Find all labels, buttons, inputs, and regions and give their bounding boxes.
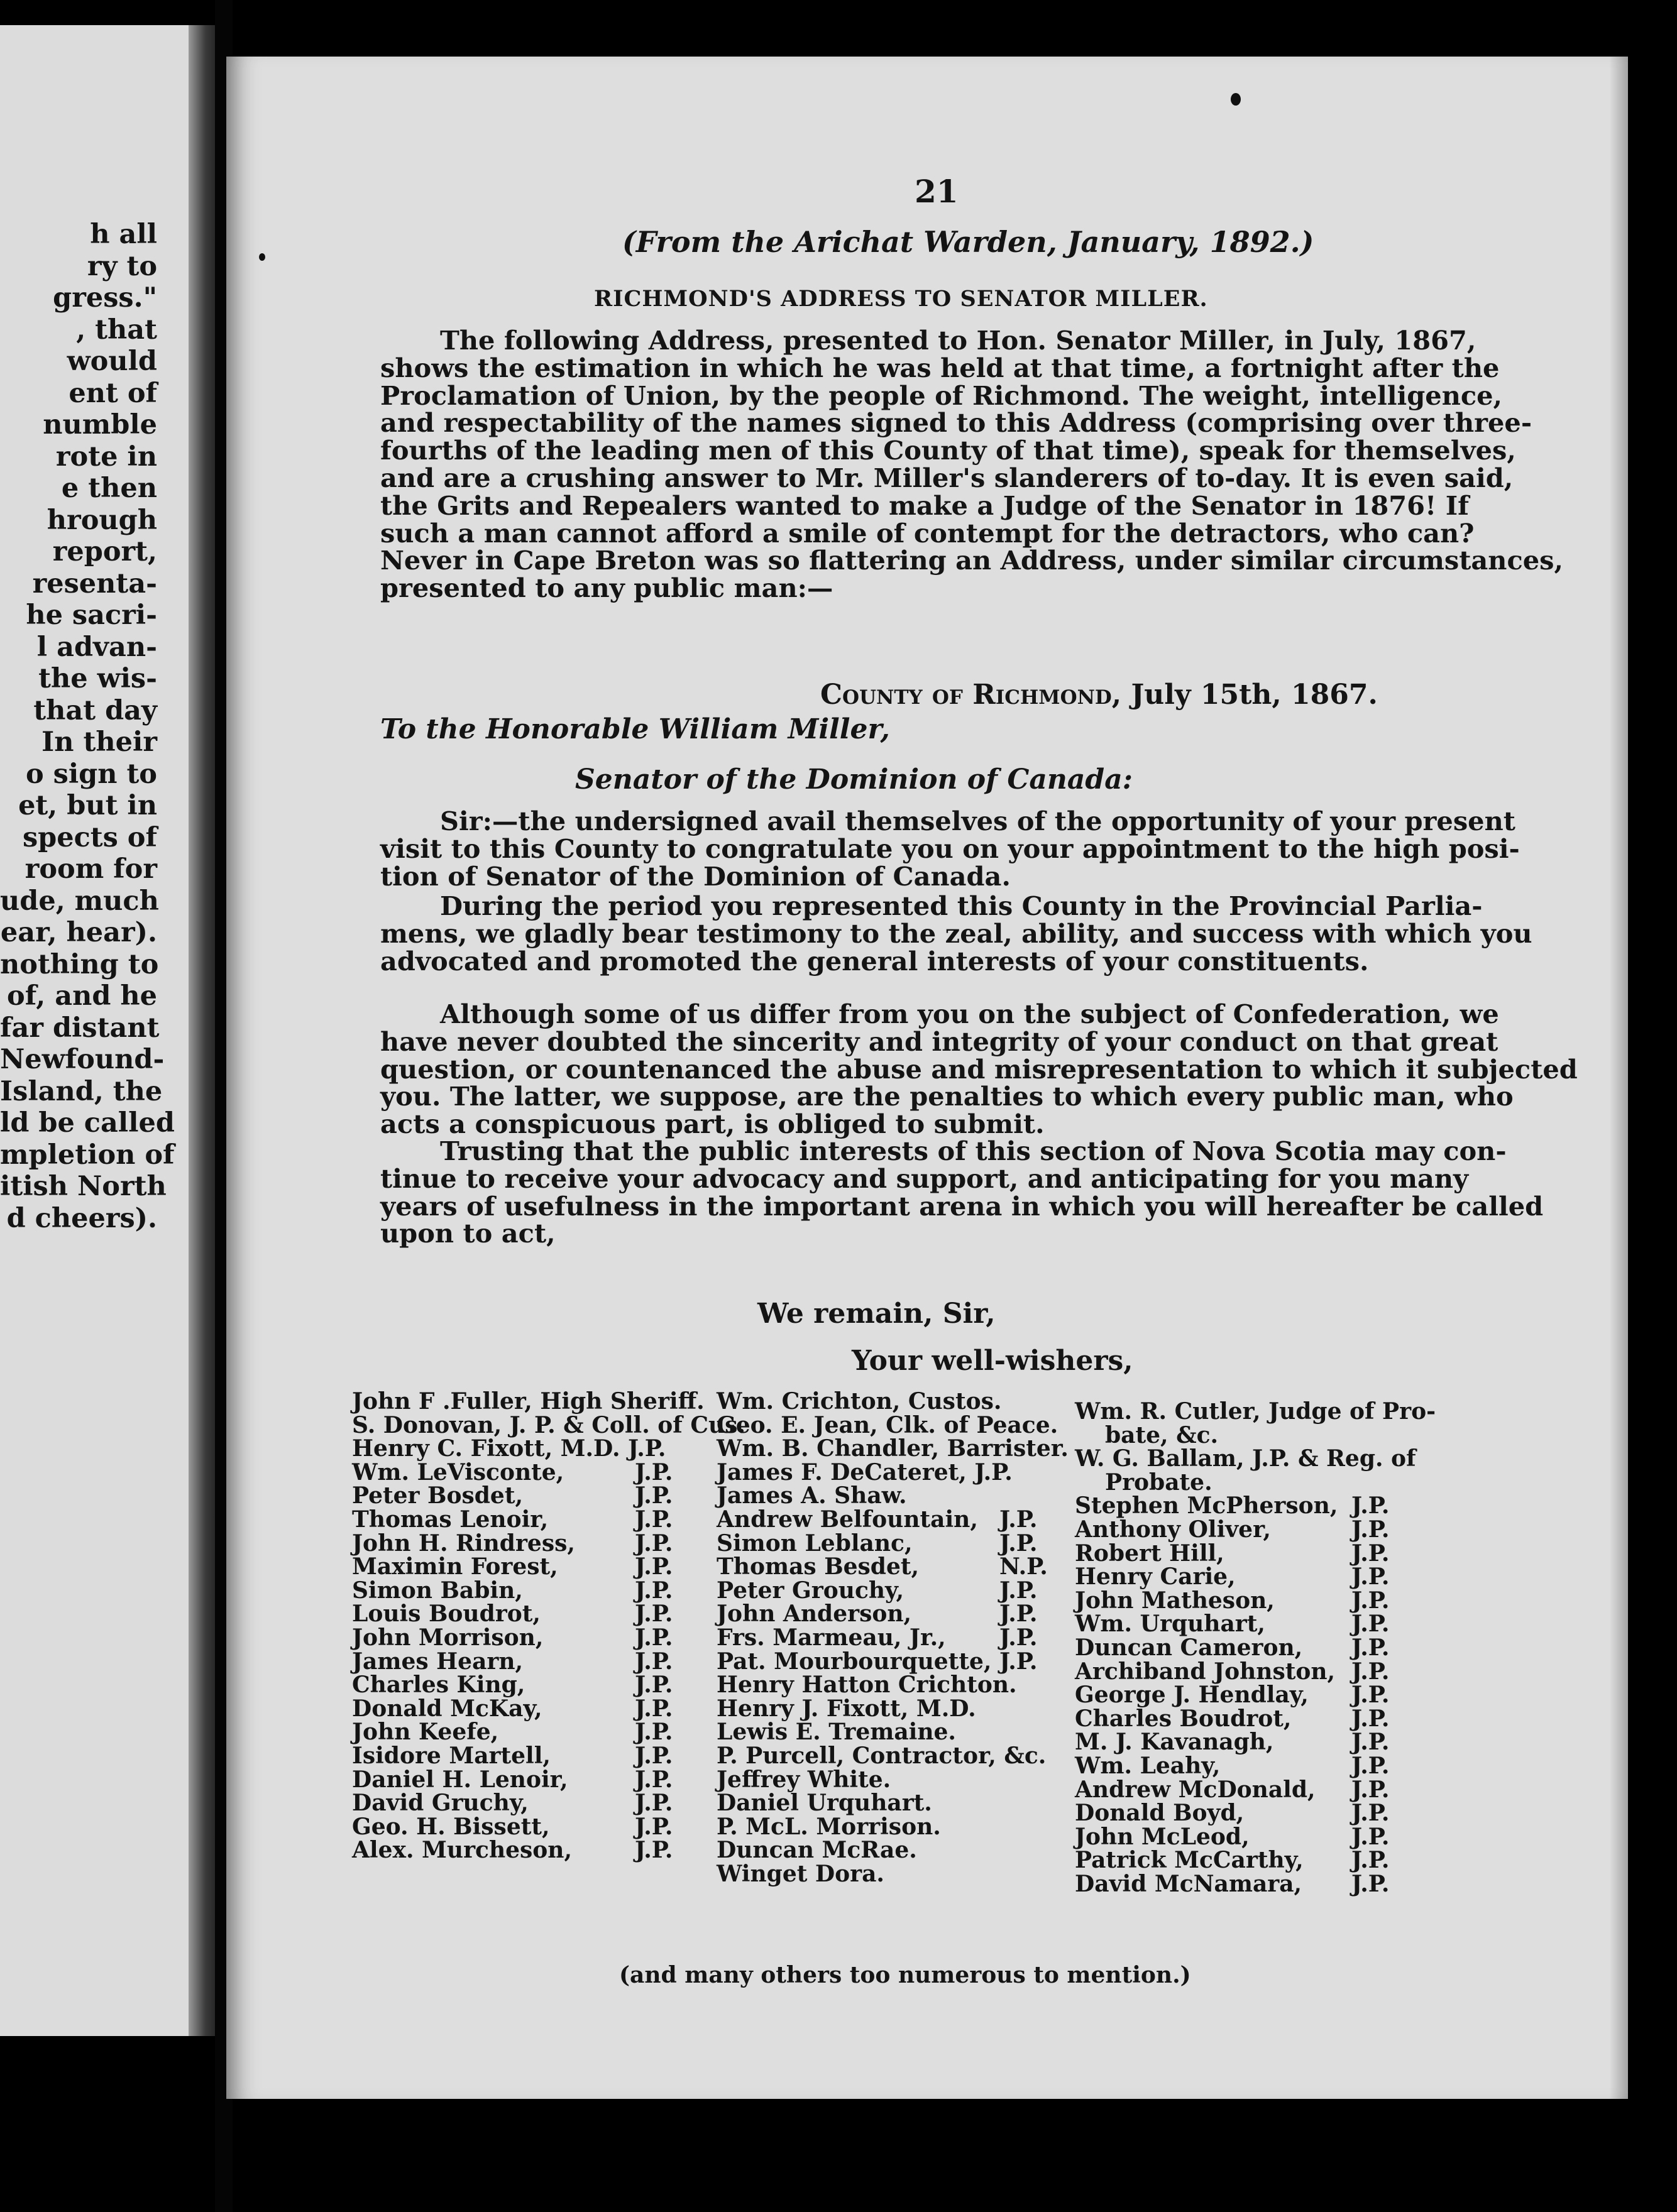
letter-dateline [820, 679, 1378, 711]
signatory-title: J.P. [635, 1577, 673, 1604]
signature-entry [717, 1508, 1069, 1532]
signatory-name: Patrick McCarthy, [1075, 1847, 1304, 1874]
signature-entry [717, 1768, 1069, 1792]
text-line: During the period you represented this County in the Provincial Parlia- [440, 890, 1483, 921]
signatory-name: Maximin Forest, [352, 1553, 558, 1580]
letter-paragraph-4 [380, 1136, 1544, 1249]
signature-entry [1075, 1565, 1452, 1589]
signatory-title: J.P. [635, 1719, 673, 1746]
signatory-title: J.P. [635, 1742, 673, 1769]
signature-entry [717, 1461, 1069, 1485]
left-page-line: rote in [55, 441, 157, 473]
signatory-name: Wm. LeVisconte, [352, 1459, 564, 1486]
signatory-name: bate, &c. [1105, 1421, 1219, 1448]
signature-entry [352, 1744, 704, 1768]
signatory-title: J.P. [1351, 1492, 1390, 1519]
signatory-title: J.P. [1351, 1752, 1390, 1779]
signature-entry [1075, 1542, 1452, 1566]
signatory-name: Donald Boyd, [1075, 1800, 1245, 1827]
signatory-name: Wm. Crichton, Custos. [717, 1388, 1002, 1415]
signatory-name: Archiband Johnston, [1075, 1658, 1336, 1685]
left-page-line: et, but in [18, 790, 157, 821]
signatory-title: J.P. [635, 1695, 673, 1722]
signature-entry [352, 1411, 745, 1438]
signature-entry [717, 1437, 1069, 1461]
signatory-title: J.P. [999, 1506, 1038, 1533]
signatures-column-1 [352, 1388, 745, 1864]
signature-entry [1075, 1802, 1452, 1826]
signatory-name: Frs. Marmeau, Jr., [717, 1624, 946, 1651]
signatory-name: Daniel Urquhart. [717, 1790, 932, 1817]
signatory-title: J.P. [1351, 1682, 1390, 1709]
signatory-title: J.P. [999, 1648, 1038, 1675]
signatory-name: Anthony Oliver, [1075, 1516, 1271, 1543]
signatory-title: J.P. [1351, 1658, 1390, 1685]
signatory-name: John H. Rindress, [352, 1530, 575, 1557]
source-citation: (From the Arichat Warden, January, 1892.) [622, 225, 1314, 259]
signature-entry [352, 1839, 704, 1863]
signatory-title: J.P. [1351, 1870, 1390, 1897]
addressee-name: To the Honorable William Miller, [380, 713, 890, 745]
signatory-name: Geo. H. Bissett, [352, 1813, 550, 1840]
text-line: such a man cannot afford a smile of contempt for the detractors, who can? [380, 517, 1475, 549]
signatory-title: J.P. [1351, 1634, 1390, 1661]
article-heading: RICHMOND'S ADDRESS TO SENATOR MILLER. [594, 286, 1208, 312]
signatory-title: J.P. [1351, 1823, 1390, 1850]
text-line: advocated and promoted the general interests of your constituents. [380, 945, 1369, 977]
signatory-title: J.P. [635, 1482, 673, 1509]
signatory-name: W. G. Ballam, J.P. & Reg. of [1075, 1445, 1416, 1472]
signature-entry [717, 1792, 1069, 1815]
signature-entry [717, 1721, 1069, 1744]
signatory-name: Peter Grouchy, [717, 1577, 904, 1604]
signatory-name: P. McL. Morrison. [717, 1813, 941, 1840]
signature-entry [352, 1579, 704, 1603]
left-page-line: of, and he [7, 980, 157, 1012]
letter-paragraph-2 [380, 890, 1532, 977]
signatory-name: Louis Boudrot, [352, 1601, 541, 1628]
signature-entry [717, 1697, 1069, 1721]
letter-paragraph-1 [380, 806, 1520, 892]
signature-entry [352, 1650, 704, 1674]
signatory-name: Charles Boudrot, [1075, 1705, 1292, 1732]
signatory-name: Robert Hill, [1075, 1540, 1224, 1567]
signature-entry [1075, 1494, 1452, 1518]
signature-entry [352, 1484, 704, 1508]
text-line: upon to act, [380, 1218, 556, 1249]
signatory-title: J.P. [1351, 1729, 1390, 1756]
left-page-line: that day [33, 694, 157, 726]
signatory-name: George J. Hendlay, [1075, 1682, 1309, 1709]
signature-entry [717, 1860, 1069, 1887]
signature-entry [717, 1815, 1069, 1839]
signature-entry [717, 1390, 1069, 1414]
signatory-name: John Anderson, [717, 1601, 912, 1628]
signature-entry [1075, 1421, 1452, 1448]
signatory-name: Isidore Martell, [352, 1742, 551, 1769]
page-speck [259, 253, 265, 261]
signatory-title: J.P. [635, 1506, 673, 1533]
text-line: shows the estimation in which he was held at that time, a fortnight after the [380, 352, 1500, 383]
signatory-title: J.P. [635, 1648, 673, 1675]
signature-entry [352, 1697, 704, 1721]
left-page-line: far distant [0, 1012, 160, 1044]
signatory-title: J.P. [635, 1553, 673, 1580]
signatory-title: J.P. [1351, 1776, 1390, 1803]
signatory-title: J.P. [1351, 1705, 1390, 1732]
signatory-name: David McNamara, [1075, 1870, 1302, 1897]
signature-entry [1075, 1660, 1452, 1684]
signatory-title: J.P. [999, 1577, 1038, 1604]
signature-entry [717, 1579, 1069, 1603]
letter-paragraph-3 [380, 999, 1578, 1140]
text-line: Although some of us differ from you on the subject of Confederation, we [440, 999, 1499, 1029]
signatory-name: Duncan Cameron, [1075, 1634, 1303, 1661]
left-page-line: ry to [87, 250, 157, 282]
signatory-name: John McLeod, [1075, 1823, 1250, 1850]
text-line: question, or countenanced the abuse and misrepresentation to which it subjected [380, 1053, 1578, 1085]
signatory-name: Donald McKay, [352, 1695, 542, 1722]
left-page-line: resenta- [32, 567, 157, 600]
signatory-name: Duncan McRae. [717, 1837, 917, 1864]
signatory-name: Wm. B. Chandler, Barrister. [717, 1435, 1069, 1462]
signatory-title: J.P. [635, 1459, 673, 1486]
signature-entry [352, 1532, 704, 1556]
left-page-line: ld be called [0, 1107, 175, 1139]
left-page-line: ent of [69, 377, 157, 409]
text-line: acts a conspicuous part, is obliged to submit. [380, 1109, 1045, 1140]
signature-entry [717, 1484, 1069, 1508]
signatory-name: John Matheson, [1075, 1587, 1275, 1614]
signature-entry [1075, 1636, 1452, 1660]
signatory-name: Daniel H. Lenoir, [352, 1766, 568, 1793]
signature-entry [352, 1602, 704, 1626]
signatory-name: James F. DeCateret, J.P. [717, 1459, 1013, 1486]
signature-entry [1075, 1471, 1452, 1495]
signatory-title: J.P. [635, 1530, 673, 1557]
signatory-name: Andrew Belfountain, [717, 1506, 978, 1533]
left-page-line: e then [61, 473, 157, 504]
closing-line: We remain, Sir, [757, 1298, 996, 1330]
signatory-title: J.P. [999, 1601, 1038, 1628]
signature-entry [352, 1815, 704, 1839]
signatory-name: Henry Hatton Crichton. [717, 1672, 1017, 1699]
text-line: and are a crushing answer to Mr. Miller's slanderers of to-day. It is even said, [380, 462, 1514, 493]
signatory-name: Henry J. Fixott, M.D. [717, 1695, 976, 1722]
signatory-title: J.P. [1351, 1611, 1390, 1638]
text-line: The following Address, presented to Hon. Senator Miller, in July, 1867, [440, 325, 1476, 356]
signature-entry [717, 1602, 1069, 1626]
dateline-place: County of Richmond, [820, 679, 1122, 711]
text-line: have never doubted the sincerity and integrity of your conduct on that great [380, 1026, 1498, 1057]
left-page-line: report, [52, 536, 157, 567]
signatory-name: John F .Fuller, High Sheriff. [352, 1388, 705, 1415]
signatory-name: Henry C. Fixott, M.D. J.P. [352, 1435, 666, 1462]
signatory-name: P. Purcell, Contractor, &c. [717, 1742, 1047, 1769]
signatory-name: Henry Carie, [1075, 1563, 1236, 1591]
signature-entry [717, 1626, 1069, 1650]
signatures-column-3 [1075, 1400, 1452, 1896]
page-edge-shadow [1609, 57, 1634, 2099]
signature-entry [1075, 1731, 1452, 1755]
signature-entry [352, 1555, 704, 1579]
signature-entry [1075, 1684, 1452, 1707]
signature-entry [1075, 1823, 1452, 1850]
signatory-title: J.P. [635, 1672, 673, 1699]
left-page-line: the wis- [38, 663, 157, 694]
text-line: Sir:—the undersigned avail themselves of the opportunity of your present [440, 806, 1515, 836]
signatory-name: Geo. E. Jean, Clk. of Peace. [717, 1411, 1058, 1438]
left-page-line: mpletion of [0, 1139, 175, 1171]
signature-entry [352, 1721, 704, 1744]
signatory-name: David Gruchy, [352, 1790, 529, 1817]
signatory-name: Charles King, [352, 1672, 525, 1699]
signatory-title: J.P. [1351, 1847, 1390, 1874]
signatory-name: Peter Bosdet, [352, 1482, 523, 1509]
signature-entry [352, 1390, 704, 1414]
signatory-title: J.P. [1351, 1587, 1390, 1614]
text-line: tinue to receive your advocacy and support, and anticipating for you many [380, 1163, 1469, 1194]
signatory-title: J.P. [1351, 1516, 1390, 1543]
signatory-name: Jeffrey White. [717, 1766, 891, 1793]
closing-signoff: Your well-wishers, [852, 1345, 1133, 1377]
signature-entry [717, 1411, 1069, 1438]
signature-entry [352, 1626, 704, 1650]
signature-entry [352, 1508, 704, 1532]
signature-entry [717, 1650, 1069, 1674]
left-page-line: , that [76, 314, 157, 346]
left-page-line: gress." [53, 282, 157, 314]
signature-entry [717, 1532, 1069, 1556]
signature-entry [352, 1437, 704, 1461]
signatory-name: Alex. Murcheson, [352, 1837, 573, 1864]
left-page-line: h all [90, 219, 157, 250]
signature-entry [717, 1839, 1069, 1863]
text-line: presented to any public man:— [380, 572, 833, 604]
text-line: fourths of the leading men of this County of that time), speak for themselves, [380, 435, 1516, 466]
signatory-title: J.P. [635, 1813, 673, 1840]
left-facing-page [0, 25, 189, 2036]
signatory-name: Stephen McPherson, [1075, 1492, 1338, 1519]
signature-entry [717, 1555, 1069, 1579]
page-speck [1231, 93, 1241, 106]
signatory-title: J.P. [635, 1790, 673, 1817]
signature-entry [1075, 1447, 1452, 1471]
signatory-title: J.P. [635, 1601, 673, 1628]
signatory-name: Wm. Leahy, [1075, 1752, 1221, 1779]
signatory-name: Simon Babin, [352, 1577, 523, 1604]
signature-entry [352, 1768, 704, 1792]
text-line: the Grits and Repealers wanted to make a Judge of the Senator in 1876! If [380, 490, 1469, 521]
addressee-title: Senator of the Dominion of Canada: [575, 764, 1133, 796]
text-line: and respectability of the names signed to this Address (comprising over three- [380, 407, 1532, 439]
text-line: Proclamation of Union, by the people of Richmond. The weight, intelligence, [380, 380, 1503, 411]
signatory-title: J.P. [1351, 1800, 1390, 1827]
signature-entry [1075, 1612, 1452, 1636]
left-page-line: Newfound- [0, 1044, 165, 1075]
signatory-name: James Hearn, [352, 1648, 524, 1675]
page-number: 21 [915, 173, 959, 210]
signatures-column-2 [717, 1390, 1069, 1886]
signatory-title: J.P. [635, 1766, 673, 1793]
signature-entry [1075, 1778, 1452, 1802]
signatory-name: John Keefe, [352, 1719, 499, 1746]
signatory-name: Pat. Mourbourquette, [717, 1648, 992, 1675]
text-line: mens, we gladly bear testimony to the zeal, ability, and success with which you [380, 917, 1532, 949]
left-page-line: d cheers). [6, 1202, 157, 1234]
left-page-line: itish North [0, 1171, 167, 1202]
signatory-title: N.P. [999, 1553, 1048, 1580]
left-page-line: o sign to [25, 758, 157, 790]
signatory-name: John Morrison, [352, 1624, 544, 1651]
left-page-line: room for [25, 853, 157, 885]
signatory-title: J.P. [1351, 1540, 1390, 1567]
signatory-title: J.P. [999, 1624, 1038, 1651]
signature-entry [717, 1673, 1069, 1697]
signature-entry [717, 1744, 1069, 1768]
signature-entry [352, 1792, 704, 1815]
left-page-line: spects of [22, 821, 157, 853]
text-line: Trusting that the public interests of this section of Nova Scotia may con- [440, 1136, 1507, 1166]
footer-note: (and many others too numerous to mention.) [619, 1962, 1191, 1988]
left-page-line: numble [43, 409, 157, 441]
dateline-date: July 15th, 1867. [1131, 679, 1378, 711]
signature-entry [1075, 1849, 1452, 1873]
signatory-name: Lewis E. Tremaine. [717, 1719, 956, 1746]
text-line: tion of Senator of the Dominion of Canada. [380, 860, 1011, 892]
signatory-title: J.P. [635, 1624, 673, 1651]
left-page-line: he sacri- [26, 600, 157, 631]
signature-entry [1075, 1400, 1452, 1424]
signatory-title: J.P. [1351, 1563, 1390, 1591]
signature-entry [352, 1461, 704, 1485]
signature-entry [1075, 1752, 1452, 1779]
signatory-name: Thomas Lenoir, [352, 1506, 549, 1533]
signatory-title: J.P. [635, 1837, 673, 1864]
signature-entry [1075, 1518, 1452, 1542]
left-page-line: would [67, 346, 157, 377]
left-page-line: hrough [47, 504, 157, 536]
left-page-line: Island, the [0, 1075, 163, 1107]
left-page-line: nothing to [0, 948, 159, 980]
signatory-title: J.P. [999, 1530, 1038, 1557]
left-page-line: In their [41, 726, 157, 758]
signature-entry [1075, 1707, 1452, 1731]
signatory-name: S. Donovan, J. P. & Coll. of Cus. [352, 1411, 745, 1438]
signatory-name: Thomas Besdet, [717, 1553, 920, 1580]
signature-entry [352, 1673, 704, 1697]
text-line: Never in Cape Breton was so flattering an Address, under similar circumstances, [380, 545, 1563, 576]
signatory-name: Probate. [1105, 1469, 1212, 1496]
signature-entry [1075, 1589, 1452, 1613]
text-line: years of usefulness in the important arena in which you will hereafter be called [380, 1190, 1544, 1222]
signatory-name: Wm. R. Cutler, Judge of Pro- [1075, 1398, 1436, 1425]
left-page-text [0, 219, 175, 1234]
text-line: visit to this County to congratulate you on your appointment to the high posi- [380, 833, 1520, 864]
signatory-name: M. J. Kavanagh, [1075, 1729, 1274, 1756]
signatory-name: Simon Leblanc, [717, 1530, 913, 1557]
signatory-name: Andrew McDonald, [1075, 1776, 1316, 1803]
left-page-line: l advan- [36, 631, 157, 663]
left-page-line: ude, much [0, 885, 159, 917]
signatory-name: Wm. Urquhart, [1075, 1611, 1265, 1638]
text-line: you. The latter, we suppose, are the penalties to which every public man, who [380, 1081, 1514, 1112]
signatory-name: Winget Dora. [717, 1860, 884, 1887]
intro-paragraph [380, 325, 1563, 604]
signature-entry [1075, 1870, 1452, 1897]
left-page-line: ear, hear). [0, 917, 157, 948]
signatory-name: James A. Shaw. [717, 1482, 907, 1509]
